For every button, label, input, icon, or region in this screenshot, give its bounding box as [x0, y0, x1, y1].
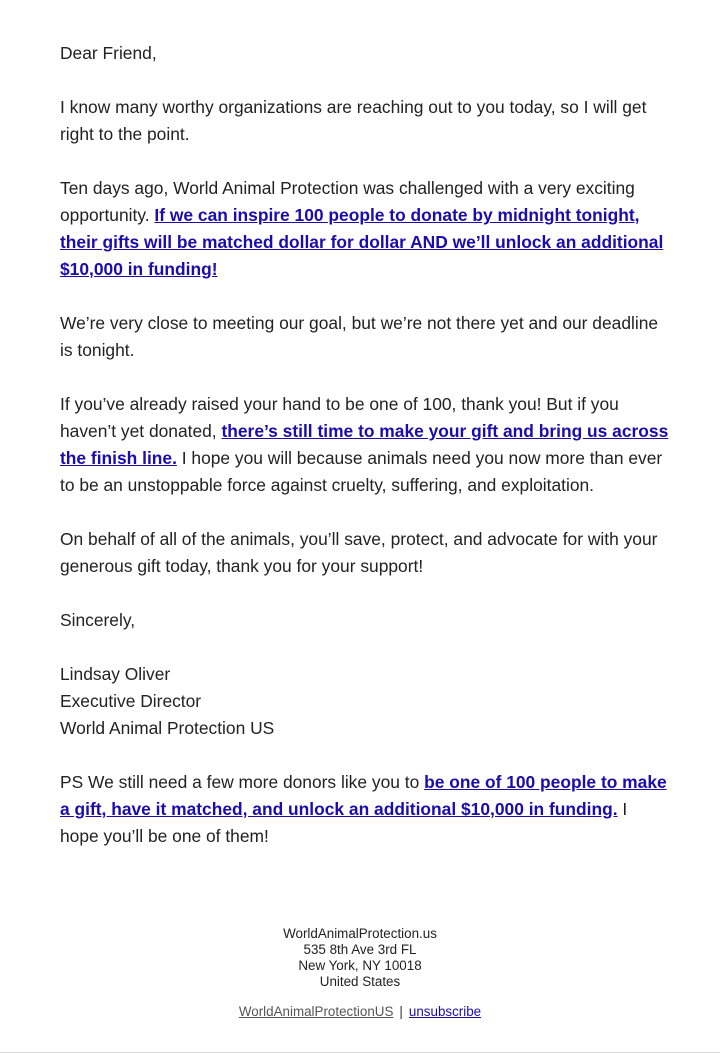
footer-city: New York, NY 10018: [298, 958, 422, 973]
signature-org: World Animal Protection US: [60, 718, 275, 738]
greeting: Dear Friend,: [60, 43, 157, 63]
closing: Sincerely,: [60, 610, 136, 630]
ps-text-after: I hope you’ll be one of them!: [60, 799, 628, 846]
footer-separator: |: [399, 1004, 403, 1019]
ps-text-before: PS We still need a few more donors like you to: [60, 772, 425, 792]
paragraph-intro: I know many worthy organizations are reaching out to you today, so I will get right to the point.: [60, 97, 647, 144]
paragraph-thanks: On behalf of all of the animals, you’ll save, protect, and advocate for with your generous gift today, thank you for your support!: [60, 529, 658, 576]
signature-name: Lindsay Oliver: [60, 664, 171, 684]
bottom-divider: [0, 1052, 720, 1053]
footer-site: WorldAnimalProtection.us: [283, 926, 437, 941]
paragraph-ps: [60, 769, 670, 850]
footer-country: United States: [319, 974, 401, 989]
make-gift-link[interactable]: there’s still time to make your gift and bring us across the finish line.: [60, 421, 669, 468]
footer-street: 535 8th Ave 3rd FL: [303, 942, 417, 957]
footer-links: [0, 1003, 720, 1021]
donate-text-after: I hope you will because animals need you now more than ever to be an unstoppable force against cruelty, suffering, and exploitation.: [60, 448, 663, 495]
unsubscribe-link[interactable]: unsubscribe: [408, 1004, 482, 1019]
paragraph-goal: We’re very close to meeting our goal, but we’re not there yet and our deadline is tonight.: [60, 313, 659, 360]
email-body: [60, 40, 670, 850]
donate-text-before: If you’ve already raised your hand to be one of 100, thank you! But if you haven’t yet donated,: [60, 394, 619, 441]
paragraph-donate: [60, 391, 670, 499]
website-link[interactable]: WorldAnimalProtectionUS: [238, 1004, 394, 1019]
footer-address: [0, 926, 720, 990]
signature-title: Executive Director: [60, 691, 202, 711]
ps-donate-link[interactable]: be one of 100 people to make a gift, have it matched, and unlock an additional $10,000 in funding.: [60, 772, 667, 819]
match-challenge-link[interactable]: If we can inspire 100 people to donate by midnight tonight, their gifts will be matched dollar for dollar AND we’ll unlock an additional $10,000 in funding!: [60, 205, 664, 279]
challenge-text: Ten days ago, World Animal Protection was challenged with a very exciting opportunity.: [60, 178, 635, 225]
paragraph-challenge: [60, 175, 670, 283]
signature-block: [60, 661, 670, 742]
